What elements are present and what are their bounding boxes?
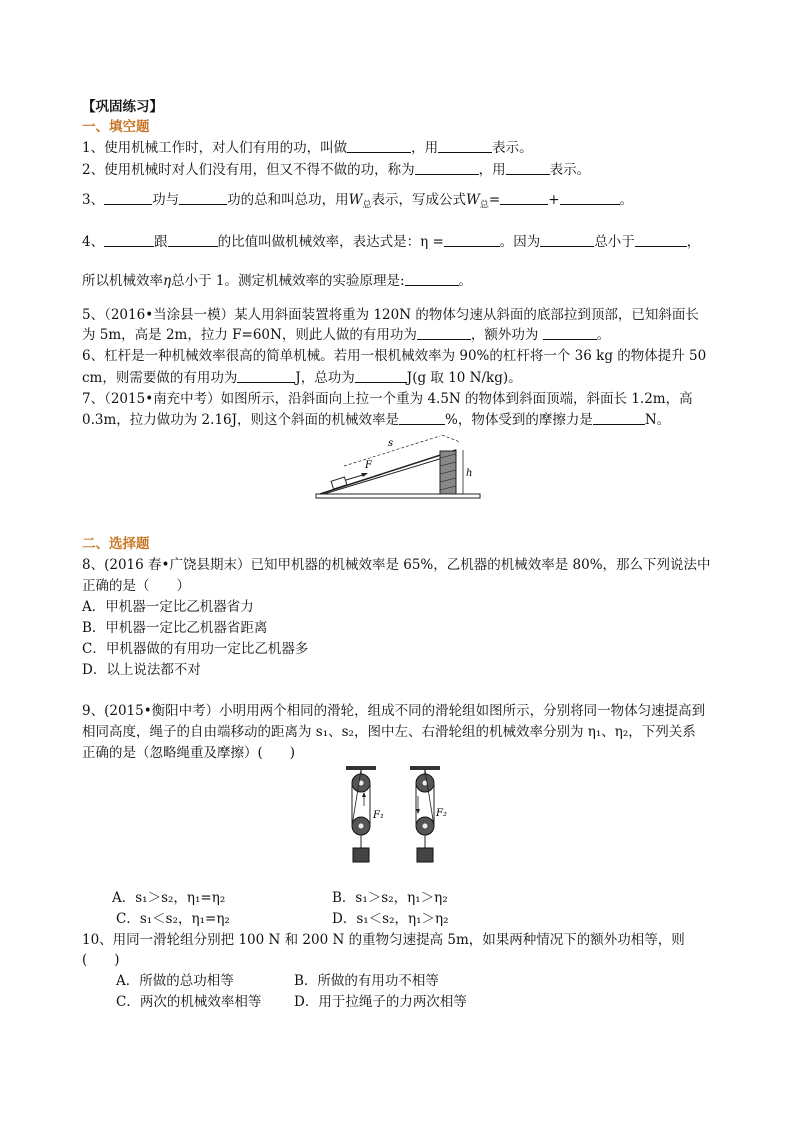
answer-blank[interactable] bbox=[415, 161, 479, 175]
answer-blank[interactable] bbox=[168, 233, 218, 247]
pulley-system-figure bbox=[340, 766, 460, 886]
question-9: 9、(2015•衡阳中考）小明用两个相同的滑轮，组成不同的滑轮组如图所示，分别将同一物体匀速提高到 bbox=[82, 703, 706, 719]
question-3: 3、 功与 功的总和叫总功，用$W_总$表示，写成公式$W_总=$ + 。 bbox=[82, 192, 634, 211]
question-5-line-2: 为 5m，高是 2m，拉力 F=60N，则此人做的有用功为 ，额外功为 。 bbox=[82, 327, 611, 343]
option-10c[interactable]: C．两次的机械效率相等 bbox=[116, 994, 262, 1010]
question-9-line-2: 相同高度，绳子的自由端移动的距离为 s₁、s₂，图中左、右滑轮组的机械效率分别为 η₁、η₂，下列关系 bbox=[82, 724, 696, 740]
option-9c[interactable]: C．s₁＜s₂，η₁=η₂ bbox=[116, 911, 230, 927]
answer-blank[interactable] bbox=[417, 326, 471, 340]
option-9b[interactable]: B．s₁＞s₂，η₁＞η₂ bbox=[332, 890, 448, 906]
question-4: 4、 跟 的比值叫做机械效率，表达式是：η = 。因为 总小于 ， bbox=[82, 234, 701, 250]
question-2: 2、使用机械时对人们没有用，但又不得不做的功，称为 ，用 表示。 bbox=[82, 162, 591, 178]
question-8: 8、(2016 春•广饶县期末）已知甲机器的机械效率是 65%，乙机器的机械效率是 80%，那么下列说法中 bbox=[82, 557, 711, 573]
question-9-line-3: 正确的是（忽略绳重及摩擦）( ) bbox=[82, 745, 296, 761]
answer-blank[interactable] bbox=[104, 233, 154, 247]
question-8-line-2: 正确的是（ ） bbox=[82, 578, 190, 594]
answer-blank[interactable] bbox=[543, 326, 597, 340]
answer-blank[interactable] bbox=[635, 233, 687, 247]
option-10d[interactable]: D．用于拉绳子的力两次相等 bbox=[294, 994, 467, 1010]
question-1: 1、使用机械工作时，对人们有用的功，叫做 ，用 表示。 bbox=[82, 140, 533, 156]
force-f2-label: F₂ bbox=[436, 808, 447, 819]
answer-blank[interactable] bbox=[355, 369, 407, 383]
answer-blank[interactable] bbox=[399, 411, 445, 425]
incline-plane-figure bbox=[310, 432, 484, 502]
answer-blank[interactable] bbox=[405, 272, 459, 286]
answer-blank[interactable] bbox=[444, 233, 500, 247]
question-6-line-2: cm，则需要做的有用功为 J，总功为 J(g 取 10 N/kg)。 bbox=[82, 370, 522, 386]
answer-blank[interactable] bbox=[237, 369, 295, 383]
option-8a[interactable]: A．甲机器一定比乙机器省力 bbox=[82, 599, 254, 615]
answer-blank[interactable] bbox=[500, 191, 548, 205]
question-4-continued: 所以机械效率η总小于 1。测定机械效率的实验原理是: 。 bbox=[82, 273, 473, 289]
answer-blank[interactable] bbox=[560, 191, 620, 205]
height-label: h bbox=[466, 468, 473, 479]
question-7-line-2: 0.3m，拉力做功为 2.16J，则这个斜面的机械效率是 %，物体受到的摩擦力是 N。 bbox=[82, 412, 671, 428]
incline-length-label: s bbox=[388, 438, 394, 449]
answer-blank[interactable] bbox=[347, 139, 411, 153]
answer-blank[interactable] bbox=[506, 161, 550, 175]
answer-blank[interactable] bbox=[179, 191, 227, 205]
answer-blank[interactable] bbox=[593, 411, 645, 425]
option-10b[interactable]: B．所做的有用功不相等 bbox=[294, 973, 439, 989]
question-10-line-2: ( ) bbox=[82, 952, 120, 968]
force-label: F bbox=[365, 460, 372, 471]
section-fill-blank-heading: 一、填空题 bbox=[82, 119, 150, 135]
option-9d[interactable]: D．s₁＜s₂，η₁＞η₂ bbox=[332, 911, 449, 927]
question-7: 7、（2015•南充中考）如图所示，沿斜面向上拉一个重为 4.5N 的物体到斜面顶端，斜面长 1.2m，高 bbox=[82, 391, 693, 407]
consolidate-title: 【巩固练习】 bbox=[82, 99, 163, 115]
answer-blank[interactable] bbox=[540, 233, 594, 247]
option-8c[interactable]: C．甲机器做的有用功一定比乙机器多 bbox=[82, 641, 309, 657]
option-8d[interactable]: D．以上说法都不对 bbox=[82, 662, 201, 678]
section-choice-heading: 二、选择题 bbox=[82, 536, 150, 552]
question-10: 10、用同一滑轮组分别把 100 N 和 200 N 的重物匀速提高 5m，如果两种情况下的额外功相等，则 bbox=[82, 932, 685, 948]
question-5: 5、（2016•当涂县一模）某人用斜面装置将重为 120N 的物体匀速从斜面的底部拉到顶部，已知斜面长 bbox=[82, 307, 699, 323]
option-8b[interactable]: B．甲机器一定比乙机器省距离 bbox=[82, 620, 268, 636]
answer-blank[interactable] bbox=[104, 191, 152, 205]
option-9a[interactable]: A．s₁＞s₂，η₁=η₂ bbox=[112, 890, 226, 906]
force-f1-label: F₁ bbox=[373, 810, 384, 821]
option-10a[interactable]: A．所做的总功相等 bbox=[116, 973, 234, 989]
question-6: 6、杠杆是一种机械效率很高的简单机械。若用一根机械效率为 90%的杠杆将一个 36 kg 的物体提升 50 bbox=[82, 348, 707, 364]
answer-blank[interactable] bbox=[438, 139, 492, 153]
